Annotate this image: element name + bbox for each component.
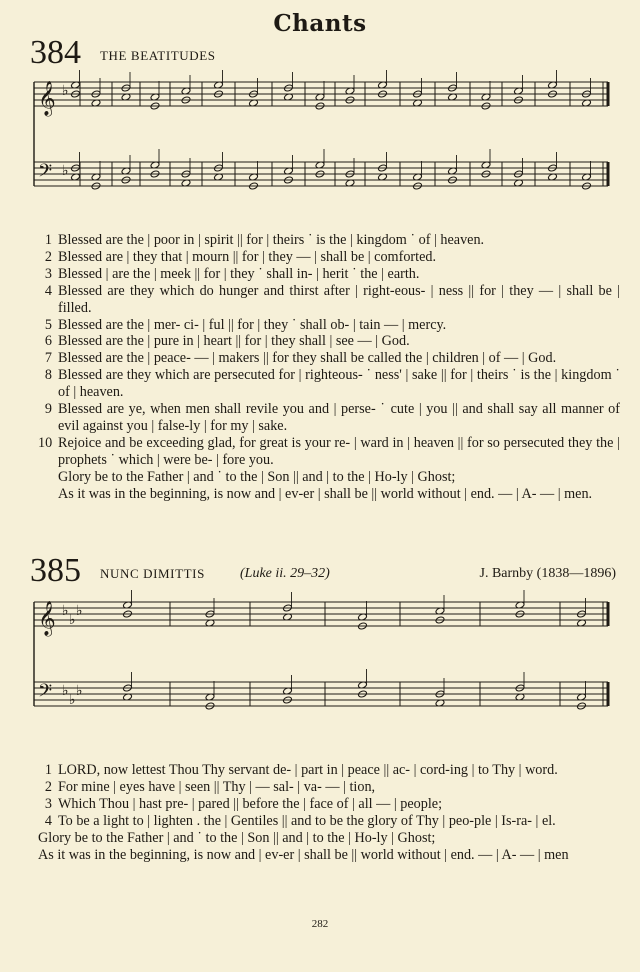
hymn-385-heading [30,548,620,588]
verse-number: 4 [44,812,52,829]
verse-number: 7 [44,350,52,367]
verse-number: 4 [44,282,52,299]
music-staff [34,590,608,710]
verse [38,266,620,283]
flat-icon: ♭ [62,684,69,699]
hymn-384-verses [38,232,620,503]
hymn-number: 384 [30,34,81,71]
verse-number: 10 [38,434,53,451]
verse [38,367,620,401]
composer-credit: J. Barnby (1838—1896) [479,566,616,581]
verse-text: Blessed are the | pure in | heart || for | they shall | see — | God. [58,333,410,350]
verse [38,762,620,779]
verse-text: Blessed are | they that | mourn || for | they — | shall be | comforted. [58,248,437,265]
verse [38,435,620,469]
hymn-title: NUNC DIMITTIS [100,566,205,581]
verse-text: Blessed are the | peace- — | makers || for they shall be called the | children | of — | God. [58,350,557,367]
hymn-385-score [30,590,620,740]
gloria-line: Glory be to the Father | and ˙ to the | Son || and | to the | Ho-ly | Ghost; [38,829,436,846]
verse-number: 1 [44,232,52,248]
treble-clef-icon: 𝄞 [38,82,56,115]
hymn-384-heading [30,30,620,70]
flat-icon: ♭ [62,84,69,99]
verse-number: 9 [44,401,52,418]
flat-icon: ♭ [76,604,83,619]
flat-icon: ♭ [69,613,76,628]
verse-number: 3 [44,265,52,282]
verse-number: 5 [44,316,52,333]
scripture-reference: (Luke ii. 29–32) [240,566,330,581]
verse-text: To be a light to | lighten . the | Gentiles || and to be the glory of Thy | peo-ple | Is-ra- | el. [58,812,556,829]
verse-text: Rejoice and be exceeding glad, for great is your re- | ward in | heaven || for so persecuted they the | prophets ˙ which | were be- | fore you. [58,434,620,468]
verse [38,317,620,334]
verse-text: LORD, now lettest Thou Thy servant de- | part in | peace || ac- | cord-ing | to Thy | word. [58,762,558,778]
verse [38,813,620,830]
bass-clef-icon: 𝄢 [38,680,53,705]
verse [38,283,620,317]
verse-text: Blessed are the | poor in | spirit || for | theirs ˙ is the | kingdom ˙ of | heaven. [58,232,485,248]
treble-clef-icon: 𝄞 [38,602,56,635]
verse-number: 6 [44,333,52,350]
verse-text: Blessed are the | mer- ci- | ful || for | they ˙ shall ob- | tain — | mercy. [58,316,447,333]
gloria-line: As it was in the beginning, is now and | ev-er | shall be || world without | end. — | A- — | men [38,846,569,863]
page-header: Chants [273,10,367,37]
flat-icon: ♭ [76,684,83,699]
verse-number: 3 [44,795,52,812]
gloria-line: Glory be to the Father | and ˙ to the | Son || and | to the | Ho-ly | Ghost; [58,468,456,485]
hymn-385-verses [38,762,620,863]
flat-icon: ♭ [69,693,76,708]
verse-number: 1 [44,762,52,778]
verse-text: Blessed | are the | meek || for | they ˙ shall in- | herit ˙ the | earth. [58,265,420,282]
flat-icon: ♭ [62,604,69,619]
hymn-title: THE BEATITUDES [100,48,216,63]
verse-text: Blessed are they which are persecuted for | righteous- ˙ ness' | sake || for | theirs ˙ is the | kingdom ˙ of | heaven. [58,367,620,401]
verse [38,249,620,266]
verse-text: Blessed are ye, when men shall revile you and | perse- ˙ cute | you || and shall say all manner of evil against you | false-ly | for my | sake. [58,401,620,434]
verse-text: For mine | eyes have | seen || Thy | — sal- | va- — | tion, [58,778,376,795]
verse-text: Which Thou | hast pre- | pared || before the | face of | all — | people; [58,795,443,812]
verse-number: 8 [44,367,52,384]
verse [38,779,620,796]
bass-clef-icon: 𝄢 [38,160,53,185]
flat-icon: ♭ [62,164,69,179]
verse-number: 2 [44,778,52,795]
verse [38,350,620,367]
verse [38,333,620,350]
hymn-number: 385 [30,552,81,589]
verse-number: 2 [44,248,52,265]
page-number: 282 [311,918,329,930]
verse-text: Blessed are they which do hunger and thirst after | right-eous- | ness || for | they — | shall be | filled. [58,282,620,316]
music-staff [34,70,608,190]
verse [38,401,620,435]
verse [38,232,620,249]
gloria-line: As it was in the beginning, is now and | ev-er | shall be || world without | end. — | A- — | men. [58,485,593,502]
hymn-384-score [30,70,620,220]
verse [38,796,620,813]
